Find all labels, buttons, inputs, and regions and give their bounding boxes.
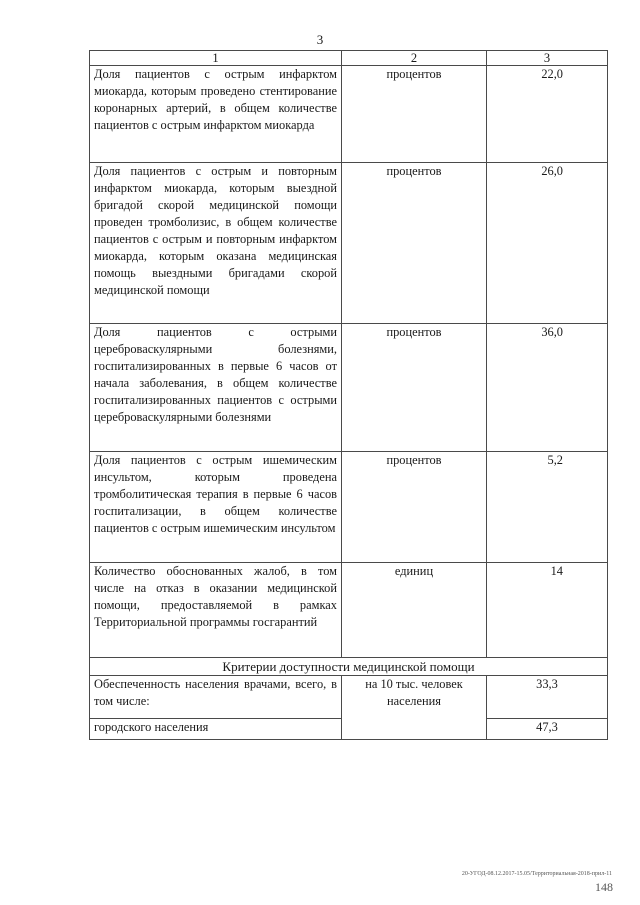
footer-page-number: 148 xyxy=(595,880,613,894)
criterion-value: 33,3 xyxy=(487,676,608,719)
criterion-description: Обеспеченность населения врачами, всего, в том числе: xyxy=(90,676,342,719)
table-row xyxy=(90,676,608,719)
criterion-description: Доля пациентов с острым ишемическим инсультом, которым проведена тромболитическая терапия в первые 6 часов госпитализации, в общем количестве пациентов с острым ишемическим инсультом xyxy=(90,452,342,563)
table-row xyxy=(90,563,608,658)
table-row xyxy=(90,452,608,563)
criterion-unit: процентов xyxy=(342,163,487,324)
table-row xyxy=(90,66,608,163)
criterion-value: 36,0 xyxy=(487,324,608,452)
criterion-value: 26,0 xyxy=(487,163,608,324)
criterion-unit: процентов xyxy=(342,324,487,452)
criterion-description: городского населения xyxy=(90,719,342,740)
criterion-description: Доля пациентов с острым и повторным инфарктом миокарда, которым выездной бригадой скорой медицинской помощи проведен тромболизис, в общем количестве пациентов с острым и повторным инфарктом миокарда, которым оказана медицинская помощь выездными бригадами скорой медицинской помощи xyxy=(90,163,342,324)
column-header-2: 2 xyxy=(342,51,487,66)
section-title: Критерии доступности медицинской помощи xyxy=(90,658,608,676)
criterion-value: 22,0 xyxy=(487,66,608,163)
criteria-table xyxy=(89,50,608,740)
criterion-unit: процентов xyxy=(342,452,487,563)
criterion-unit: процентов xyxy=(342,66,487,163)
column-header-3: 3 xyxy=(487,51,608,66)
criterion-description: Доля пациентов с острым инфарктом миокарда, которым проведено стентирование коронарных артерий, в общем количестве пациентов с острым инфарктом миокарда xyxy=(90,66,342,163)
criterion-unit: единиц xyxy=(342,563,487,658)
criterion-unit: на 10 тыс. человек населения xyxy=(342,676,487,740)
criterion-description: Количество обоснованных жалоб, в том числе на отказ в оказании медицинской помощи, предоставляемой в рамках Территориальной программы госгарантий xyxy=(90,563,342,658)
criterion-description: Доля пациентов с острыми цереброваскулярными болезнями, госпитализированных в первые 6 часов от начала заболевания, в общем количестве госпитализированных пациентов с острыми цереброваскулярными болезнями xyxy=(90,324,342,452)
criterion-value: 14 xyxy=(487,563,608,658)
column-header-1: 1 xyxy=(90,51,342,66)
criterion-value: 47,3 xyxy=(487,719,608,740)
page-number: 3 xyxy=(316,32,324,47)
table-row xyxy=(90,324,608,452)
section-row xyxy=(90,658,608,676)
table-header-row xyxy=(90,51,608,66)
table-row xyxy=(90,163,608,324)
document-code: 20-УГОД-08.12.2017-15.05/Территориальная-2018-прил-11 xyxy=(461,871,612,877)
criterion-value: 5,2 xyxy=(487,452,608,563)
